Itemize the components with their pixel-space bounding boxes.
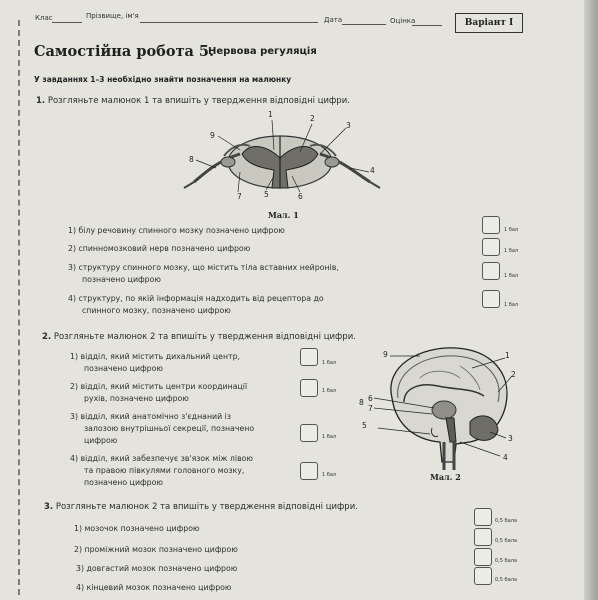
variant-text: Варіант І	[464, 18, 514, 28]
q1-text: Розгляньте малюнок 1 та впишіть у твердження відповідні цифри.	[47, 96, 350, 106]
instruction-text: У завданнях 1–3 необхідно знайти позначення на малюнку	[34, 75, 292, 84]
q3-heading	[44, 502, 358, 512]
grade-label: Оцінка	[390, 17, 416, 25]
diencephalon	[432, 401, 456, 419]
fig1-label-7: 7	[237, 192, 242, 201]
fig1-label-5: 5	[264, 190, 269, 199]
grade-field[interactable]	[412, 25, 442, 26]
q2-item-1b: позначено цифрою	[84, 364, 163, 373]
q3-answer-box-1[interactable]	[474, 508, 492, 526]
fig1-label-1: 1	[268, 110, 273, 119]
q3-number: 3.	[44, 502, 54, 512]
q2-points-3: 1 бал	[322, 434, 337, 440]
fig2-label-3: 3	[508, 434, 513, 443]
class-label: Клас	[35, 14, 53, 22]
q3-answer-box-2[interactable]	[474, 528, 492, 546]
fig2-label-7: 7	[368, 404, 373, 413]
q2-answer-box-2[interactable]	[300, 379, 318, 397]
q3-item-4: 4) кінцевий мозок позначено цифрою	[76, 583, 232, 592]
q1-answer-box-2[interactable]	[482, 238, 500, 256]
page-subtitle: Нервова регуляція	[208, 46, 317, 57]
fig1-label-8: 8	[189, 155, 194, 164]
q1-item-1: 1) білу речовину спинного мозку позначено цифрою	[68, 226, 285, 235]
fig2-caption: Мал. 2	[430, 472, 461, 482]
date-label: Дата	[324, 16, 343, 24]
left-ganglion	[221, 157, 235, 167]
variant-badge	[455, 13, 523, 33]
q1-item-4b: спинного мозку, позначено цифрою	[82, 306, 231, 315]
date-field[interactable]	[342, 24, 386, 25]
q2-item-1a: 1) відділ, який містить дихальний центр,	[70, 352, 241, 361]
q2-heading	[42, 332, 356, 342]
page-title: Самостійна робота 5.	[34, 43, 215, 60]
q2-answer-box-4[interactable]	[300, 462, 318, 480]
fig2-label-1: 1	[505, 351, 510, 360]
q1-answer-box-1[interactable]	[482, 216, 500, 234]
name-label: Прізвище, ім'я	[86, 12, 139, 20]
class-field[interactable]	[52, 22, 82, 23]
q3-text: Розгляньте малюнок 2 та впишіть у твердження відповідні цифри.	[55, 502, 358, 512]
q1-points-1: 1 бал	[504, 227, 519, 233]
fig2-label-8: 8	[359, 398, 364, 407]
q3-item-1: 1) мозочок позначено цифрою	[74, 524, 200, 533]
q2-points-1: 1 бал	[322, 360, 337, 366]
q1-item-2: 2) спинномозковий нерв позначено цифрою	[68, 244, 251, 253]
q3-points-4: 0,5 бала	[495, 577, 517, 583]
q1-item-4a: 4) структуру, по якій інформація надходить від рецептора до	[68, 294, 324, 303]
q3-item-2: 2) проміжний мозок позначено цифрою	[74, 545, 238, 554]
q2-answer-box-1[interactable]	[300, 348, 318, 366]
q1-answer-box-4[interactable]	[482, 290, 500, 308]
q2-item-3b: залозою внутрішньої секреції, позначено	[84, 424, 255, 433]
fig2-label-6: 6	[368, 394, 373, 403]
fig2-label-4: 4	[503, 453, 508, 462]
perforation-line	[18, 20, 20, 595]
fig2-label-9: 9	[383, 350, 388, 359]
q2-item-4b: та правою півкулями головного мозку,	[84, 466, 245, 475]
q3-points-2: 0,5 бала	[495, 538, 517, 544]
fig1-label-9: 9	[210, 131, 215, 140]
q1-points-2: 1 бал	[504, 248, 519, 254]
q1-item-3a: 3) структуру спинного мозку, що містить тіла вставних нейронів,	[68, 263, 339, 272]
right-ganglion	[325, 157, 339, 167]
q2-answer-box-3[interactable]	[300, 424, 318, 442]
q2-item-3a: 3) відділ, який анатомічно з'єднаний із	[70, 412, 231, 421]
q2-text: Розгляньте малюнок 2 та впишіть у твердження відповідні цифри.	[53, 332, 356, 342]
fig1-label-2: 2	[310, 114, 315, 123]
page-edge	[584, 0, 598, 600]
q1-heading	[36, 96, 350, 106]
q3-answer-box-3[interactable]	[474, 548, 492, 566]
q2-item-2a: 2) відділ, який містить центри координації	[70, 382, 248, 391]
q1-answer-box-3[interactable]	[482, 262, 500, 280]
q3-item-3: 3) довгастий мозок позначено цифрою	[76, 564, 238, 573]
fig1-caption: Мал. 1	[268, 210, 299, 220]
fig1-label-3: 3	[346, 121, 351, 130]
fig1-label-6: 6	[298, 192, 303, 201]
q2-item-4a: 4) відділ, який забезпечує зв'язок між лівою	[70, 454, 253, 463]
q3-points-3: 0,5 бала	[495, 558, 517, 564]
name-field[interactable]	[140, 22, 318, 23]
q2-points-4: 1 бал	[322, 472, 337, 478]
q2-item-2b: рухів, позначено цифрою	[84, 394, 189, 403]
q2-item-4c: позначено цифрою	[84, 478, 163, 487]
q3-points-1: 0,5 бала	[495, 518, 517, 524]
q2-item-3c: цифрою	[84, 436, 118, 445]
fig1-label-4: 4	[370, 166, 375, 175]
q1-item-3b: позначено цифрою	[82, 275, 161, 284]
q1-points-3: 1 бал	[504, 273, 519, 279]
q3-answer-box-4[interactable]	[474, 567, 492, 585]
q2-points-2: 1 бал	[322, 388, 337, 394]
q1-points-4: 1 бал	[504, 302, 519, 308]
spinal-cord-figure	[180, 110, 385, 210]
q1-number: 1.	[36, 96, 46, 106]
cerebellum	[470, 416, 498, 441]
fig2-label-2: 2	[511, 370, 516, 379]
fig2-label-5: 5	[362, 421, 367, 430]
q2-number: 2.	[42, 332, 52, 342]
